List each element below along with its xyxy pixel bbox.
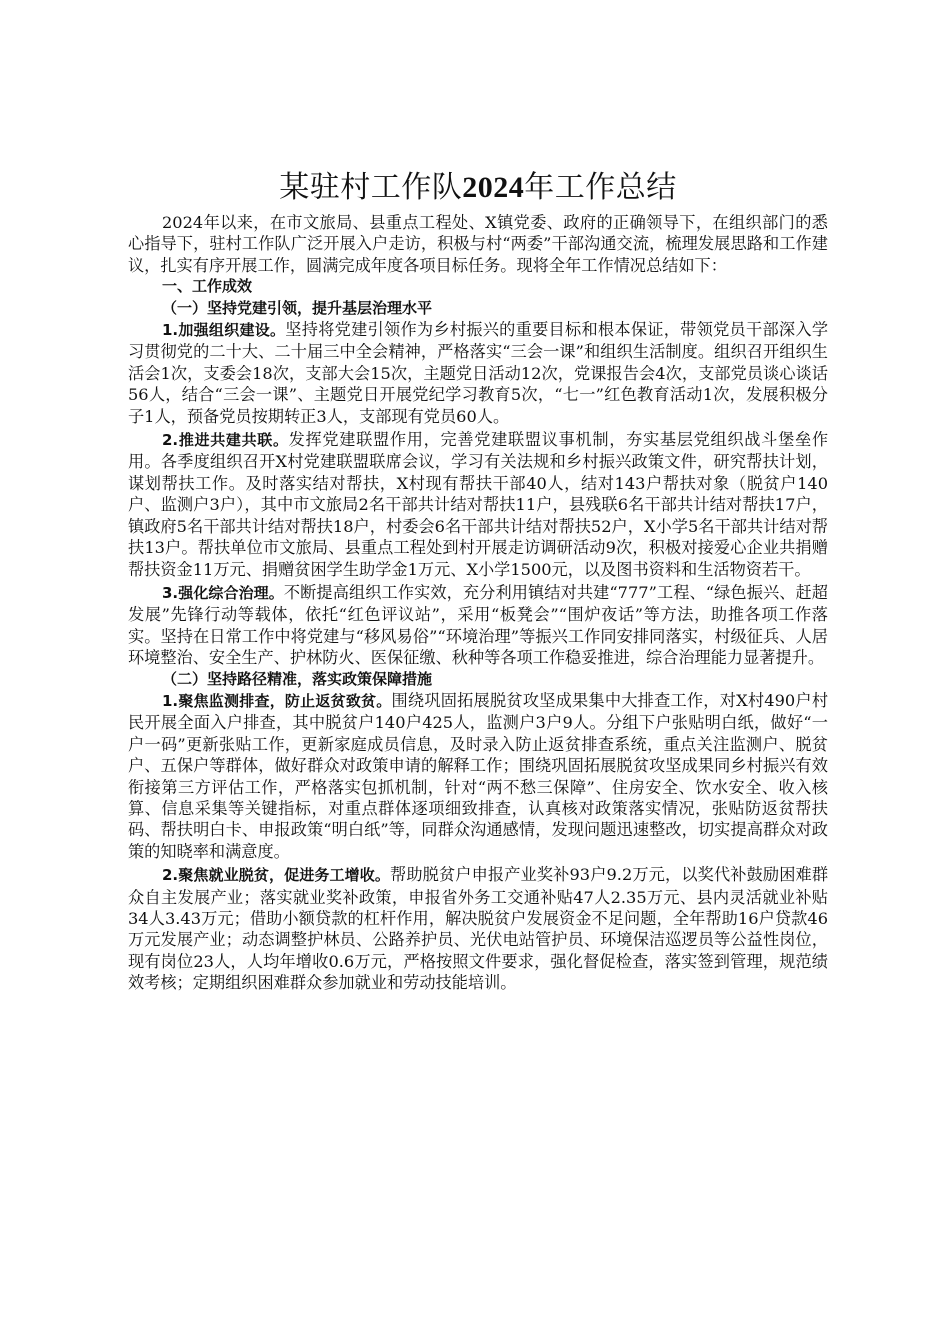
subsection-heading-1: （一）坚持党建引领，提升基层治理水平 bbox=[162, 298, 433, 317]
intro-paragraph: 2024年以来，在市文旅局、县重点工程处、X镇党委、政府的正确领导下，在组织部门的悉心指导下，驻村工作队广泛开展入户走访，积极与村“两委”干部沟通交流，梳理发展思路和工作建议，扎实有序开展工作，圆满完成年度各项目标任务。现将全年工作情况总结如下： bbox=[128, 213, 828, 275]
paragraph-lead: 1.加强组织建设。 bbox=[162, 321, 286, 340]
paragraph-monitoring bbox=[128, 690, 828, 862]
paragraph-organization bbox=[128, 319, 828, 427]
title-suffix: 年工作总结 bbox=[524, 170, 677, 205]
paragraph-body: 发挥党建联盟作用，完善党建联盟议事机制，夯实基层党组织战斗堡垒作用。各季度组织召开X村党建联盟联席会议，学习有关法规和乡村振兴政策文件，研究帮扶计划，谋划帮扶工作。及时落实结对帮扶，X村现有帮扶干部40人，结对143户帮扶对象（脱贫户140户、监测户3户），其中市文旅局2名干部共计结对帮扶11户，县残联6名干部共计结对帮扶17户，镇政府5名干部共计结对帮扶18户，村委会6名干部共计结对帮扶52户，X小学5名干部共计结对帮扶13户。帮扶单位市文旅局、县重点工程处到村开展走访调研活动9次，积极对接爱心企业共捐赠帮扶资金11万元、捐赠贫困学生助学金1万元、X小学1500元，以及图书资料和生活物资若干。 bbox=[128, 430, 829, 579]
paragraph-employment bbox=[128, 864, 828, 993]
title-year: 2024 bbox=[462, 171, 525, 204]
paragraph-body: 围绕巩固拓展脱贫攻坚成果集中大排查工作，对X村490户村民开展全面入户排查，其中脱贫户140户425人，监测户3户9人。分组下户张贴明白纸，做好“一户一码”更新张贴工作，更新家庭成员信息，及时录入防止返贫排查系统，重点关注监测户、脱贫户、五保户等群体，做好群众对政策申请的解释工作；围绕巩固拓展脱贫攻坚成果同乡村振兴有效衔接第三方评估工作，严格落实包抓机制，针对“两不愁三保障”、住房安全、饮水安全、收入核算、信息采集等关键指标，对重点群体逐项细致排查，认真核对政策落实情况，张贴防返贫帮扶码、帮扶明白卡、申报政策“明白纸”等，同群众沟通感情，发现问题迅速整改，切实提高群众对政策的知晓率和满意度。 bbox=[128, 690, 829, 861]
paragraph-lead: 2.聚焦就业脱贫，促进务工增收。 bbox=[162, 866, 391, 885]
paragraph-lead: 1.聚焦监测排查，防止返贫致贫。 bbox=[162, 691, 392, 710]
paragraph-co-construction bbox=[128, 429, 828, 580]
paragraph-body: 不断提高组织工作实效，充分利用镇结对共建“777”工程、“绿色振兴、赶超发展”先锋行动等载体，依托“红色评议站”，采用“板凳会”“围炉夜话”等方法，助推各项工作落实。坚持在日常工作中将党建与“移风易俗”“环境治理”等振兴工作同安排同落实，村级征兵、人居环境整治、安全生产、护林防火、医保征缴、秋种等各项工作稳妥推进，综合治理能力显著提升。 bbox=[128, 582, 828, 668]
title-prefix: 某驻村工作队 bbox=[279, 170, 463, 205]
document-title bbox=[128, 168, 828, 208]
paragraph-body: 帮助脱贫户申报产业奖补93户9.2万元，以奖代补鼓励困难群众自主发展产业；落实就业奖补政策，申报省外务工交通补贴47人2.35万元、县内灵活就业补贴34人3.43万元；借助小额贷款的杠杆作用，解决脱贫户发展资金不足问题，全年帮助16户贷款46万元发展产业；动态调整护林员、公路养护员、光伏电站管护员、环境保洁巡逻员等公益性岗位，现有岗位23人，人均年增收0.6万元，严格按照文件要求，强化督促检查，落实签到管理，规范绩效考核；定期组织困难群众参加就业和劳动技能培训。 bbox=[128, 865, 829, 993]
paragraph-body: 坚持将党建引领作为乡村振兴的重要目标和根本保证，带领党员干部深入学习贯彻党的二十大、二十届三中全会精神，严格落实“三会一课”和组织生活制度。组织召开组织生活会1次，支委会18次，支部大会15次，主题党日活动12次，党课报告会4次，支部党员谈心谈话56人，结合“三会一课”、主题党日开展党纪学习教育5次，“七一”红色教育活动1次，发展积极分子1人，预备党员按期转正3人，支部现有党员60人。 bbox=[128, 320, 829, 426]
subsection-heading-2: （二）坚持路径精准，落实政策保障措施 bbox=[162, 669, 433, 688]
paragraph-lead: 3.强化综合治理。 bbox=[162, 583, 284, 602]
section-heading-1: 一、工作成效 bbox=[162, 277, 253, 296]
document-page bbox=[128, 168, 828, 994]
paragraph-lead: 2.推进共建共联。 bbox=[162, 431, 289, 450]
paragraph-governance bbox=[128, 582, 828, 669]
